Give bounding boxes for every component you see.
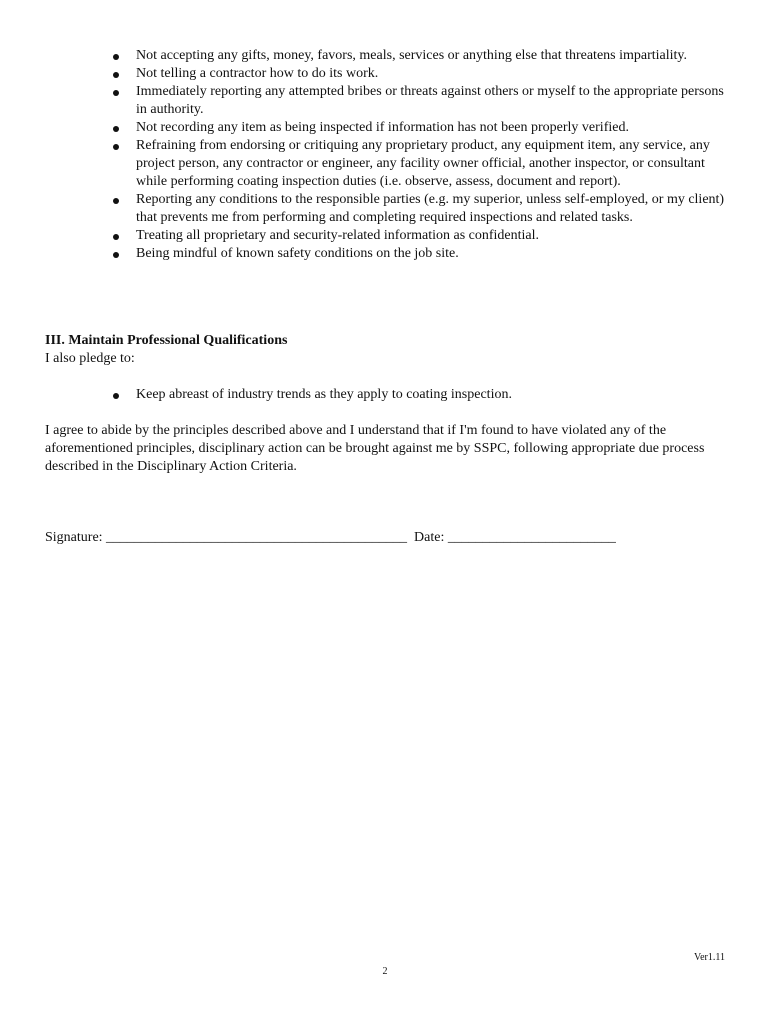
list-item-text: Not recording any item as being inspected if information has not been properly verified. xyxy=(136,120,629,135)
list-item xyxy=(110,245,725,263)
bullet-icon xyxy=(113,252,119,258)
list-item-text: Being mindful of known safety conditions on the job site. xyxy=(136,246,459,261)
list-item-text: Immediately reporting any attempted bribes or threats against others or myself to the appropriate persons in authority. xyxy=(136,84,724,117)
page-number: 2 xyxy=(382,966,388,977)
bullet-icon xyxy=(113,126,119,132)
list-item xyxy=(110,227,725,245)
section-heading: III. Maintain Professional Qualifications xyxy=(45,333,288,348)
list-item-text: Reporting any conditions to the responsible parties (e.g. my superior, unless self-employed, or my client) that prevents me from performing and completing required inspections and related tasks. xyxy=(136,192,725,225)
bullet-icon xyxy=(113,393,119,399)
principles-bullet-list xyxy=(110,47,725,263)
list-item-text: Not accepting any gifts, money, favors, meals, services or anything else that threatens impartiality. xyxy=(136,48,688,63)
list-item-text: Treating all proprietary and security-related information as confidential. xyxy=(136,228,540,243)
list-item xyxy=(110,386,725,404)
list-item xyxy=(110,65,725,83)
list-item xyxy=(110,119,725,137)
bullet-icon xyxy=(113,72,119,78)
bullet-icon xyxy=(113,90,119,96)
bullet-icon xyxy=(113,144,119,150)
bullet-icon xyxy=(113,54,119,60)
list-item-text: Refraining from endorsing or critiquing any proprietary product, any equipment item, any service, any project person, any contractor or engineer, any facility owner official, another inspector, or consultant while performing coating inspection duties (i.e. observe, assess, document and report). xyxy=(136,138,710,189)
version-label: Ver1.11 xyxy=(693,952,725,963)
bullet-icon xyxy=(113,234,119,240)
list-item xyxy=(110,137,725,191)
list-item xyxy=(110,191,725,227)
list-item xyxy=(110,47,725,65)
list-item xyxy=(110,83,725,119)
list-item-text: Not telling a contractor how to do its work. xyxy=(136,66,379,81)
signature-date-line: Signature: ___________________________________________ Date: ________________________ xyxy=(45,530,616,545)
pledge-bullet-list xyxy=(110,386,725,404)
list-item-text: Keep abreast of industry trends as they apply to coating inspection. xyxy=(136,387,512,402)
agreement-paragraph: I agree to abide by the principles described above and I understand that if I'm found to have violated any of the aforementioned principles, disciplinary action can be brought against me by SSPC, following appropriate due process described in the Disciplinary Action Criteria. xyxy=(45,423,705,474)
bullet-icon xyxy=(113,198,119,204)
section-intro: I also pledge to: xyxy=(45,351,135,366)
